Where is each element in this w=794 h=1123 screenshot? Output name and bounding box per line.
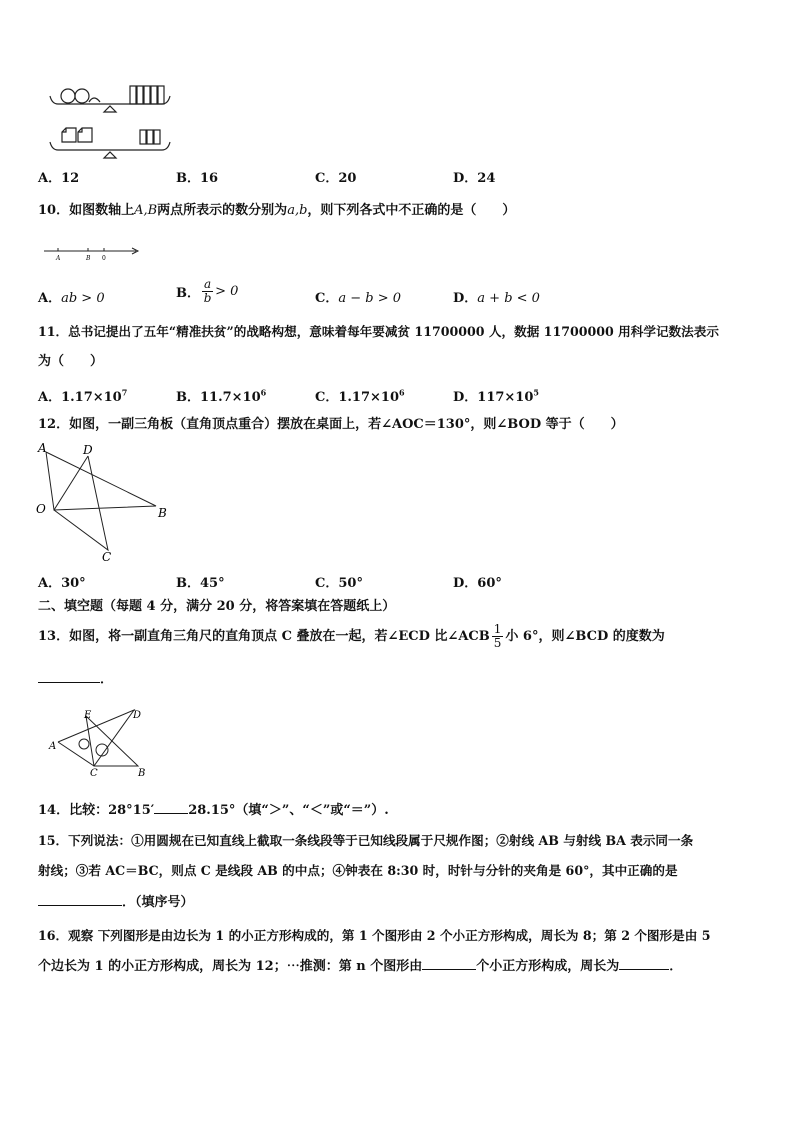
q10-text-vars: A,B bbox=[134, 203, 158, 218]
q10-option-b-rest: > 0 bbox=[215, 284, 239, 299]
number-line-figure bbox=[42, 244, 142, 264]
q16-question-line1: 16．观察 下列图形是由边长为 1 的小正方形构成的，第 1 个图形由 2 个小正方形构成，周长为 8；第 2 个图形是由 5 bbox=[38, 928, 711, 943]
q9-option-d: D．24 bbox=[453, 171, 496, 186]
q10-text-mid: 两点所表示的数分别为 bbox=[157, 203, 288, 218]
q10-option-d-label: D． bbox=[453, 291, 478, 306]
q15-question-line1: 15．下列说法：①用圆规在已知直线上截取一条线段等于已知线段属于尺规作图；②射线 AB 与射线 BA 表示同一条 bbox=[38, 833, 694, 848]
q15-question-line3 bbox=[38, 893, 194, 912]
q16-count-blank[interactable] bbox=[422, 957, 476, 970]
q10-option-c-label: C． bbox=[315, 291, 339, 306]
q10-option-b-label: B． bbox=[176, 286, 200, 301]
q16-perimeter-blank[interactable] bbox=[619, 957, 669, 970]
q10-option-b bbox=[176, 278, 238, 305]
q13-frac-numerator: 1 bbox=[493, 622, 502, 636]
q14-text-post: 28.15°（填“＞”、“＜”或“＝”）. bbox=[188, 803, 389, 818]
q10-option-c bbox=[315, 287, 401, 306]
q11-option-d-exp: 5 bbox=[533, 387, 539, 398]
q10-option-a bbox=[38, 287, 105, 306]
q11-option-b-exp: 6 bbox=[260, 387, 267, 398]
q16-question-line2 bbox=[38, 957, 682, 976]
label-a: A bbox=[49, 741, 57, 752]
q13-question bbox=[38, 622, 665, 652]
q10-question bbox=[38, 202, 515, 220]
q10-option-d bbox=[453, 287, 540, 306]
q11-question-line2: 为（ ） bbox=[38, 354, 104, 369]
q15-question-line2: 射线；③若 AC＝BC，则点 C 是线段 AB 的中点；④钟表在 8:30 时，时针与分针的夹角是 60°，其中正确的是 bbox=[38, 863, 678, 878]
q11-option-d bbox=[453, 386, 539, 405]
q12-option-a: A．30° bbox=[38, 576, 86, 591]
q11-question-line1: 11．总书记提出了五年“精准扶贫”的战略构想，意味着每年要减贫 11700000 人，数据 11700000 用科学记数法表示 bbox=[38, 324, 719, 339]
q11-option-d-base: D．117×10 bbox=[453, 390, 534, 405]
axis-label-a: A bbox=[56, 255, 61, 262]
balance-figure bbox=[44, 80, 179, 162]
q9-option-c: C．20 bbox=[315, 171, 357, 186]
q16-text-end: ． bbox=[669, 959, 683, 974]
q14-text-pre: 14．比较：28°15′ bbox=[38, 803, 155, 818]
q10-option-c-expr: a − b > 0 bbox=[338, 291, 402, 306]
q13-triangles-figure bbox=[46, 704, 156, 782]
q11-option-a-exp: 7 bbox=[121, 387, 128, 398]
q12-option-b: B．45° bbox=[176, 576, 225, 591]
axis-label-zero: 0 bbox=[102, 255, 106, 262]
q12-question: 12．如图，一副三角板（直角顶点重合）摆放在桌面上，若∠AOC＝130°，则∠BOD 等于（ ） bbox=[38, 417, 624, 432]
q12-triangles-figure bbox=[34, 440, 174, 565]
q12-option-d: D．60° bbox=[453, 576, 502, 591]
q14-question bbox=[38, 801, 389, 820]
q13-answer bbox=[38, 670, 113, 689]
section-heading: 二、填空题（每题 4 分，满分 20 分，将答案填在答题纸上） bbox=[38, 599, 396, 614]
label-b: B bbox=[158, 506, 167, 520]
q11-option-b-base: B．11.7×10 bbox=[176, 390, 261, 405]
label-c: C bbox=[102, 550, 112, 564]
label-e: E bbox=[84, 710, 92, 721]
q10-option-a-label: A． bbox=[38, 291, 62, 306]
q16-text-pre: 个边长为 1 的小正方形构成，周长为 12；⋯推测：第 n 个图形由 bbox=[38, 959, 423, 974]
q9-option-a: A．12 bbox=[38, 171, 80, 186]
q10-text-pre: 10．如图数轴上 bbox=[38, 203, 135, 218]
q11-option-a bbox=[38, 386, 127, 405]
label-a: A bbox=[38, 441, 47, 455]
label-c: C bbox=[90, 768, 98, 779]
q10-option-a-expr: ab > 0 bbox=[61, 291, 105, 306]
q10-option-b-denominator: b bbox=[203, 291, 212, 305]
q10-option-d-expr: a + b < 0 bbox=[477, 291, 540, 306]
label-o: O bbox=[36, 502, 46, 516]
axis-label-b: B bbox=[86, 255, 91, 262]
q11-option-a-base: A．1.17×10 bbox=[38, 390, 122, 405]
q13-text-pre: 13．如图，将一副直角三角尺的直角顶点 C 叠放在一起，若∠ECD 比∠ACB bbox=[38, 629, 490, 644]
q12-option-c: C．50° bbox=[315, 576, 363, 591]
label-b: B bbox=[138, 768, 146, 779]
q13-text-post: 小 6°，则∠BCD 的度数为 bbox=[505, 629, 665, 644]
q11-option-c-base: C．1.17×10 bbox=[315, 390, 399, 405]
q11-option-c bbox=[315, 386, 405, 405]
q13-end: ． bbox=[100, 672, 114, 687]
q15-text-post: ．（填序号） bbox=[122, 895, 194, 910]
q9-option-b: B．16 bbox=[176, 171, 219, 186]
q15-answer-blank[interactable] bbox=[38, 893, 122, 906]
label-d: D bbox=[83, 443, 93, 457]
q13-frac-denominator: 5 bbox=[493, 636, 502, 650]
q14-answer-blank[interactable] bbox=[154, 801, 188, 814]
q13-answer-blank[interactable] bbox=[38, 670, 100, 683]
q11-option-b bbox=[176, 386, 266, 405]
q11-option-c-exp: 6 bbox=[399, 387, 405, 398]
q16-text-mid: 个小正方形构成，周长为 bbox=[476, 959, 620, 974]
label-d: D bbox=[133, 710, 142, 721]
q10-option-b-numerator: a bbox=[204, 277, 212, 291]
q10-text-vals: a,b bbox=[287, 203, 308, 218]
q10-text-post: ，则下列各式中不正确的是（ ） bbox=[307, 203, 516, 218]
